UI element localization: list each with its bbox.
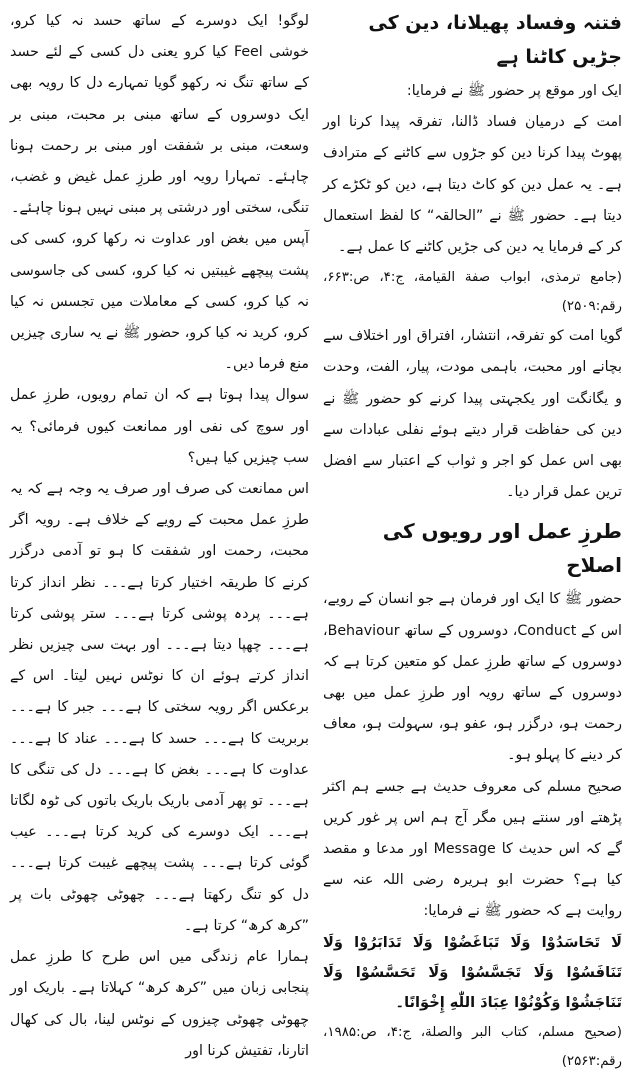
paragraph: لوگو! ایک دوسرے کے ساتھ حسد نہ کیا کرو، خوشی Feel کیا کرو یعنی دل کسی کے لئے حسد کے ساتھ تنگ نہ رکھو گویا تمہارے دل کا رویہ بھی ایک دوسروں کے ساتھ مبنی بر محبت، مبنی بر وسعت، مبنی بر شفقت اور مبنی بر رحمت ہونا چاہئے۔ تمہارا رویہ اور طرزِ عمل غیض و غضب، تنگی، سختی اور درشتی پر مبنی نہیں ہونا چاہئے۔ [10,13,309,217]
reference-tirmidhi: (جامع ترمذی، ابواب صفة القیامة، ج:۴، ص:۶۶۳، رقم:۲۵۰۹) [323,270,622,315]
paragraph: اس ممانعت کی صرف اور صرف یہ وجہ ہے کہ یہ طرزِ عمل محبت کے رویے کے خلاف ہے۔ رویہ اگر محبت، رحمت اور شفقت کا ہو تو آدمی درگزر کرنے کا طریقہ اختیار کرتا ہے۔۔۔ نظر انداز کرتا ہے۔۔۔ پردہ پوشی کرتا ہے۔۔۔ ستر پوشی کرتا ہے۔۔۔ چھپا دیتا ہے۔۔۔ اور بہت سی چیزیں نظر انداز کرتے ہوئے ان کا نوٹس نہیں لیتا۔ اس کے برعکس اگر رویہ سختی کا ہے۔۔۔ جبر کا ہے۔۔۔ بربریت کا ہے۔۔۔ حسد کا ہے۔۔۔ عناد کا ہے۔۔۔ عداوت کا ہے۔۔۔ بغض کا ہے۔۔۔ دل کی تنگی کا ہے۔۔۔ تو پھر آدمی باریک باریک باتوں کی ٹوہ لگاتا ہے۔۔۔ ایک دوسرے کی کرید کرتا ہے۔۔۔ عیب گوئی کرتا ہے۔۔۔ پشت پیچھے غیبت کرتا ہے۔۔۔ دل کو تنگ رکھتا ہے۔۔۔ چھوٹی چھوٹی بات پر ”کرھ کرھ“ کرتا ہے۔ [10,481,309,934]
intro-line: ایک اور موقع پر حضور ﷺ نے فرمایا: [406,83,622,99]
paragraph: حضور ﷺ کا ایک اور فرمان ہے جو انسان کے رویے، اس کے Conduct، دوسروں کے ساتھ Behaviour، دوسروں کے ساتھ طرزِ عمل کو متعین کرتا ہے کہ دوسروں کے ساتھ رویہ اور طرزِ عمل میں بھی رحمت ہو، درگزر ہو، عفو ہو، سہولت ہو، معاف کر دینے کا پہلو ہو۔ [323,591,622,764]
paragraph: صحیح مسلم کی معروف حدیث ہے جسے ہم اکثر پڑھتے اور سنتے ہیں مگر آج ہم اس پر غور کریں گے کہ اس حدیث کا Message اور مدعا و مقصد کیا ہے؟ حضرت ابو ہریرہ رضی اللہ عنہ سے روایت ہے کہ حضور ﷺ نے فرمایا: [323,778,622,920]
paragraph: سوال پیدا ہوتا ہے کہ ان تمام رویوں، طرزِ عمل اور سوچ کی نفی اور ممانعت کیوں فرمائی؟ یہ سب چیزیں کیا ہیں؟ [10,387,309,466]
paragraph: آپس میں بغض اور عداوت نہ رکھا کرو، کسی کی پشت پیچھے غیبتیں نہ کیا کرو، کسی کی جاسوسی نہ کیا کرو، کسی کے معاملات میں تجسس نہ کیا کرو، کرید نہ کیا کرو، حضور ﷺ نے یہ ساری چیزیں منع فرما دیں۔ [10,231,309,373]
left-column [10,6,309,1076]
paragraph: امت کے درمیان فساد ڈالنا، تفرقہ پیدا کرنا اور پھوٹ پیدا کرنا دین کو جڑوں سے کاٹنے کے مترادف ہے۔ یہ عمل دین کو کاٹ دیتا ہے، دین کو ٹکڑے کر دیتا ہے۔ حضور ﷺ نے ”الحالقہ“ کا لفظ استعمال کر کے فرمایا یہ دین کی جڑیں کاٹنے کا عمل ہے۔ [323,114,622,256]
section-heading-fitna: فتنہ وفساد پھیلانا، دین کی جڑیں کاٹنا ہے [368,12,622,68]
section-heading-conduct: طرزِ عمل اور رویوں کی اصلاح [382,519,622,578]
paragraph: گویا امت کو تفرقہ، انتشار، افتراق اور اختلاف سے بچانے اور محبت، باہمی مودت، پیار، الفت، وحدت و یگانگت اور یکجہتی پیدا کرنے کو حضور ﷺ نے دین کی حفاظت قرار دیتے ہوئے نفلی عبادات سے بھی اس عمل کو اجر و ثواب کے اعتبار سے افضل ترین عمل قرار دیا۔ [323,328,622,501]
right-column [323,6,622,1076]
paragraph: ہمارا عام زندگی میں اس طرح کا طرزِ عمل پنجابی زبان میں ”کرھ کرھ“ کہلاتا ہے۔ باریک اور چھوٹی چھوٹی چیزوں کے نوٹس لینا، بال کی کھال اتارنا، تفتیش کرنا اور [10,949,309,1059]
reference-muslim: (صحیح مسلم، کتاب البر والصلة، ج:۴، ص:۱۹۸۵، رقم:۲۵۶۳) [323,1024,623,1069]
arabic-hadith: لَا تَحَاسَدُوْا وَلَا تَبَاغَضُوْا وَلَا تَدَابَرُوْا وَلَا تَنَافَسُوْا وَلَا تَجَسَّسُوْا وَلَا تَحَسَّسُوْا وَلَا تَنَاجَشُوْا وَكُوْنُوْا عِبَادَ اللّٰهِ إِخْوَانًا۔ [323,933,622,1011]
